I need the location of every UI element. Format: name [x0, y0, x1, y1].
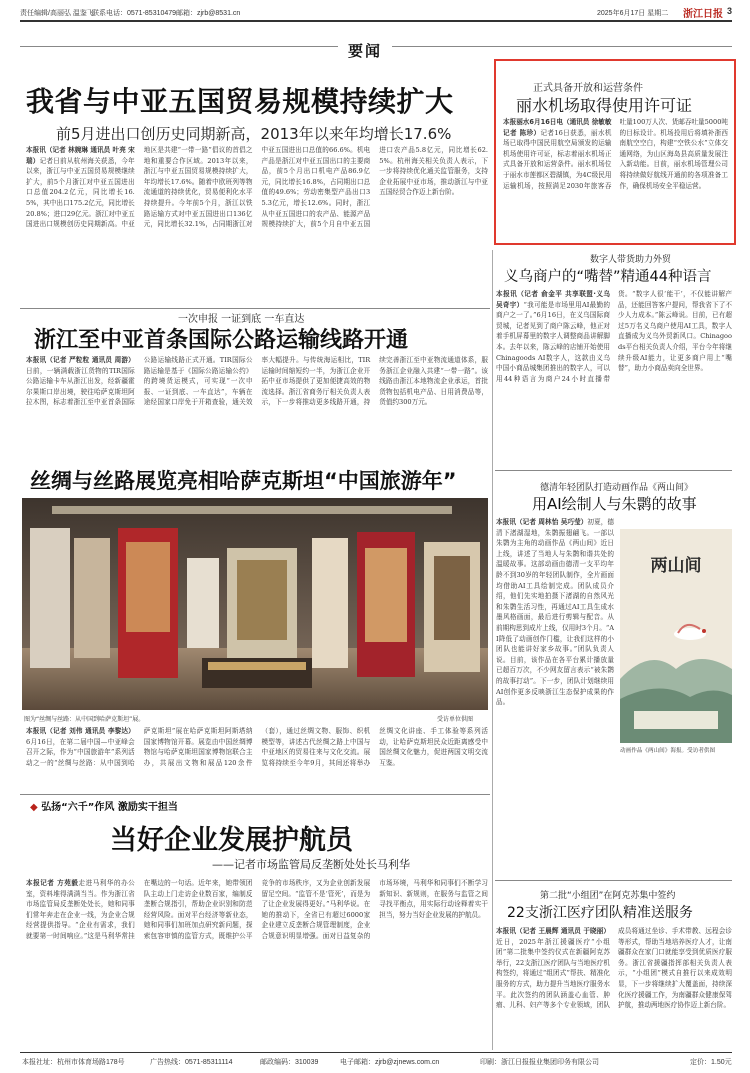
airport-kicker: 正式具备开放和运营条件 — [533, 83, 643, 94]
animation-divider — [495, 470, 732, 471]
silk-exhibition-photo — [22, 498, 488, 710]
lead-body-text: 记者日前从杭州海关获悉，今年以来，浙江与中亚五国贸易规模继续扩大，前5个月浙江对中亚五国进出口总值204.2亿元，同比增长16.5%，其中出口175.2亿元，同比增长20.8%；进口29亿元。浙江对中亚五国进出口规模创历史同期新高。中亚地区是共建“一带一路”倡议的首倡之地和重要合作区域。2013年以来，浙江与中亚五国贸易规模持续扩大，年均增长17.6%。随着中欧班列等物流通道的持续优化，贸易便利化水平持续提升。今年前5个月，浙江以铁路运输方式对中亚五国进出口136亿元，同比增长32.1%，占同期浙江对中亚五国进出口总值的66.6%。机电产品是浙江对中亚五国出口的主要商品，前5个月出口机电产品86.9亿元，同比增长16.8%，占同期出口总值的49.6%；劳动密集型产品出口35.3亿元，增长12.6%。同时，浙江从中亚五国进口的农产品、能源产品规模持续扩大，前5个月自中亚五国进口农产品5.8亿元，同比增长62.5%。杭州海关相关负责人表示，下一步将持续优化通关监管服务，支持企业拓展中亚市场，推动浙江与中亚五国经贸合作迈上新台阶。 — [26, 146, 488, 229]
enterprise-body-text: 走进马利华的办公室，资料堆得满满当当。作为浙江省市场监管局反垄断处处长，她和同事们常年奔走在企业一线，为企业合规经营提供指导。“企业有需求，我们就要第一时间响应。”这是马利华常挂在嘴边的一句话。近年来，她带领团队主动上门走访企业数百家，编制反垄断合规指引，帮助企业识别和防范经营风险。面对平台经济等新业态，她和同事们加班加点研究新问题，探索包容审慎的监管方式，既维护公平竞争的市场秩序，又为企业创新发展留足空间。“监管不是‘管死’，而是为了让企业发展得更好。”马利华说。在她的推动下，全省已有超过6000家企业建立反垄断合规管理制度，企业合规意识明显增强。面对日益复杂的市场环境，马利华和同事们不断学习新知识、新规则，在服务与监管之间寻找平衡点，用实际行动诠释着实干担当，努力当好企业发展的护航员。 — [26, 879, 488, 940]
masthead-phone: 联系电话：0571-85310479 — [92, 10, 177, 17]
enterprise-divider — [20, 794, 490, 795]
animation-body-col1 — [496, 517, 614, 770]
logistics-body — [26, 355, 488, 475]
footer-price: 定价：1.50元 — [690, 1059, 732, 1066]
silk-exhibition-illustration — [22, 498, 488, 710]
footer-rule — [20, 1052, 732, 1053]
medical-byline: 本报讯（记者 王晨辉 通讯员 于晓丽） — [496, 927, 610, 935]
animation-kicker: 德清年轻团队打造动画作品《两山间》 — [540, 483, 694, 493]
lead-headline: 我省与中亚五国贸易规模持续扩大 — [26, 85, 454, 118]
yiwu-headline: 义乌商户的“嘴替”精通44种语言 — [504, 269, 712, 285]
silk-body — [26, 726, 488, 788]
masthead-rule — [20, 20, 732, 22]
medical-kicker: 第二批“小组团”在阿克苏集中签约 — [540, 891, 676, 901]
logistics-headline: 浙江至中亚首条国际公路运输线路开通 — [34, 328, 409, 353]
enterprise-subheadline: ——记者市场监管局反垄断处处长马利华 — [212, 858, 410, 871]
enterprise-byline: 本报记者 方苑毅 — [26, 879, 79, 887]
enterprise-kicker-marker-icon: ◆ — [30, 802, 38, 813]
animation-body-text: 初夏，德清下渚湖湿地，朱鹮振翅翩飞。一部以朱鹮为主角的动画作品《两山间》近日上线，讲述了当地人与朱鹮和谐共处的温暖故事。这部动画由德清一支平均年龄不到30岁的年轻团队制作，全片画面均借助AI工具绘制完成。团队成员介绍，他们先实地拍摄下渚湖的自然风光和朱鹮生活习性，再通过AI工具生成水墨风格画面，最后进行剪辑与配音。从前期构思到成片上线，仅用时3个月。“AI降低了动画创作门槛，让我们这样的小团队也能讲好家乡故事。”团队负责人说。目前，该作品在各平台累计播放量已超百万次，不少网友留言表示“被朱鹮的故事打动”。下一步，团队计划继续用AI创作更多反映浙江生态保护成果的作品。 — [496, 518, 614, 707]
footer-post-code: 邮政编码：310039 — [260, 1059, 319, 1066]
airport-headline: 丽水机场取得使用许可证 — [516, 96, 693, 115]
silk-byline: 本报讯（记者 刘伟 通讯员 李黎达） — [26, 727, 135, 735]
silk-photo-caption: 图为“丝绸与丝路：从中国到哈萨克斯坦”展。 — [24, 716, 145, 723]
footer-address: 本报社址：杭州市体育场路178号 — [22, 1059, 125, 1066]
lead-byline: 本报讯（记者 林婉琳 通讯员 叶亮 宋瑞） — [26, 146, 135, 165]
animation-poster-caption: 动画作品《两山间》海报。受访者供图 — [620, 748, 716, 754]
column-divider — [492, 250, 493, 1050]
airport-body-text: 记者16日获悉，丽水机场已取得中国民用航空局颁发的运输机场使用许可证，标志着丽水机场正式具备开放和运营条件。丽水机场位于丽水市莲都区碧湖镇，为4C级民用运输机场，按照满足2030年旅客吞吐量100万人次、货邮吞吐量5000吨的目标设计。机场投用后将填补浙西南航空空白，构建“空铁公水”立体交通网络，为山区海岛县高质量发展注入新动能。目前，丽水机场管理公司将持续做好航线开通前的各项准备工作，确保机场安全平稳运营。 — [503, 118, 728, 190]
masthead-editor: 责任编辑/高丽弘 温鉴飞 — [20, 10, 94, 17]
section-label: 要闻 — [338, 40, 392, 61]
yiwu-kicker: 数字人带货助力外贸 — [590, 255, 672, 265]
logistics-kicker: 一次申报 一证到底 一车直达 — [178, 314, 305, 325]
footer-website: 电子邮箱：zjrb@zjnews.com.cn — [340, 1059, 440, 1066]
animation-poster-title: 两山间 — [650, 556, 702, 576]
masthead-email: 邮箱：zjrb@8531.cn — [176, 10, 241, 17]
airport-byline: 本报丽水6月16日电（通讯员 徐敏敏 记者 陈珍） — [503, 118, 612, 137]
lead-body — [26, 145, 488, 241]
enterprise-body — [26, 878, 488, 1048]
medical-body-text: 近日，2025年浙江援疆医疗“小组团”第二批集中签约仪式在新疆阿克苏举行，22支浙江医疗团队与当地医疗机构签约，将通过“组团式”帮扶、精准化服务的方式，助力提升当地医疗服务水平。此次签约的团队涵盖心血管、肿瘤、儿科、妇产等多个专业领域，团队成员将通过坐诊、手术带教、远程会诊等形式，帮助当地培养医疗人才，让南疆群众在家门口就能享受到优质医疗服务。浙江省援疆指挥部相关负责人表示，“小组团”模式自推行以来成效明显，下一步将继续扩大覆盖面，持续深化医疗援疆工作，为南疆群众健康保驾护航，推动两地医疗协作迈上新台阶。 — [496, 927, 732, 1010]
logistics-byline: 本报讯（记者 严粒粒 通讯员 周游） — [26, 356, 135, 364]
enterprise-headline: 当好企业发展护航员 — [110, 825, 353, 856]
silk-headline: 丝绸与丝路展览亮相哈萨克斯坦“中国旅游年” — [30, 469, 457, 493]
footer-printer: 印刷：浙江日报报业集团印务有限公司 — [480, 1059, 599, 1066]
logistics-body-text: 日前，一辆满载浙江货物的TIR国际公路运输卡车从浙江出发，经新疆霍尔果斯口岸出境，驶往哈萨克斯坦阿拉木图，标志着浙江至中亚首条国际公路运输线路正式开通。TIR国际公路运输是基于《国际公路运输公约》的跨境货运模式，可实现“一次申报、一证到底、一车直达”，车辆在途经国家口岸免于开箱查验，通关效率大幅提升。与传统海运相比，TIR运输时间缩短约一半，为浙江企业开拓中亚市场提供了更加便捷高效的物流选择。浙江省商务厅相关负责人表示，下一步将推动更多线路开通，持续完善浙江至中亚物流通道体系，服务浙江企业融入共建“一带一路”。该线路由浙江本地物流企业承运，首批货物包括机电产品、日用消费品等，货值约300万元。 — [26, 356, 488, 407]
animation-byline: 本报讯（记者 周林怡 吴巧莹） — [496, 518, 588, 526]
masthead-date: 2025年6月17日 星期二 — [597, 10, 669, 17]
enterprise-kicker-text: 弘扬“六千”作风 激励实干担当 — [41, 802, 178, 813]
airport-body — [503, 117, 728, 227]
medical-divider — [495, 880, 732, 881]
silk-photo-credit: 受访单位供图 — [437, 716, 474, 723]
medical-headline: 22支浙江医疗团队精准送服务 — [507, 905, 693, 921]
animation-poster — [620, 529, 732, 743]
yiwu-byline: 本报讯（记者 俞金平 共享联盟·义乌 吴奇宇） — [496, 290, 610, 309]
masthead-page-number: 3 — [727, 6, 733, 16]
medical-body — [496, 926, 732, 1048]
enterprise-kicker — [30, 798, 178, 813]
lead-subheadline: 前5月进出口创历史同期新高，2013年以来年均增长17.6% — [56, 125, 452, 143]
footer-ad-phone: 广告热线：0571-85311114 — [150, 1059, 233, 1066]
masthead-paper-name: 浙江日报 — [683, 9, 723, 20]
silk-body-text: 6月16日，在第二届中国—中亚峰会召开之际，作为“中国旅游年”系列活动之一的“丝绸与丝路：从中国到哈萨克斯坦”展在哈萨克斯坦阿斯塔纳国家博物馆开幕。展览由中国丝绸博物馆与哈萨克斯坦国家博物馆联合主办，共展出文物和展品120余件（套），通过丝绸文物、服饰、织机模型等，讲述古代丝绸之路上中国与中亚地区的贸易往来与文化交流。展览将持续至今年9月，其间还将举办丝绸文化讲座、手工体验等系列活动，让哈萨克斯坦民众近距离感受中国丝绸文化魅力，促进两国文明交流互鉴。 — [26, 727, 488, 767]
animation-headline: 用AI绘制人与朱鹮的故事 — [532, 495, 697, 513]
yiwu-body — [496, 289, 732, 469]
yiwu-body-text: “我可能是市场里用AI最勤的商户之一了。”6月16日，在义乌国际商贸城，记者见到了商户陈云峰，他正对着手机屏幕里的数字人调整商品讲解脚本。去年以来，陈云峰的店铺开始使用Chinagoods AI数字人，这款由义乌中国小商品城集团推出的数字人，可以用44种语言为商户24小时直播带货。“数字人很‘能干’，不仅能讲解产品，还能回答客户提问，帮我省下了不少人力成本。”陈云峰说。目前，已有超过5万名义乌商户使用AI工具，数字人直播成为义乌外贸新风口。Chinagoods平台相关负责人介绍，平台今年将继续升级AI能力，让更多商户用上“嘴替”，助力小商品卖向全世界。 — [496, 290, 732, 383]
logistics-divider — [20, 308, 490, 309]
